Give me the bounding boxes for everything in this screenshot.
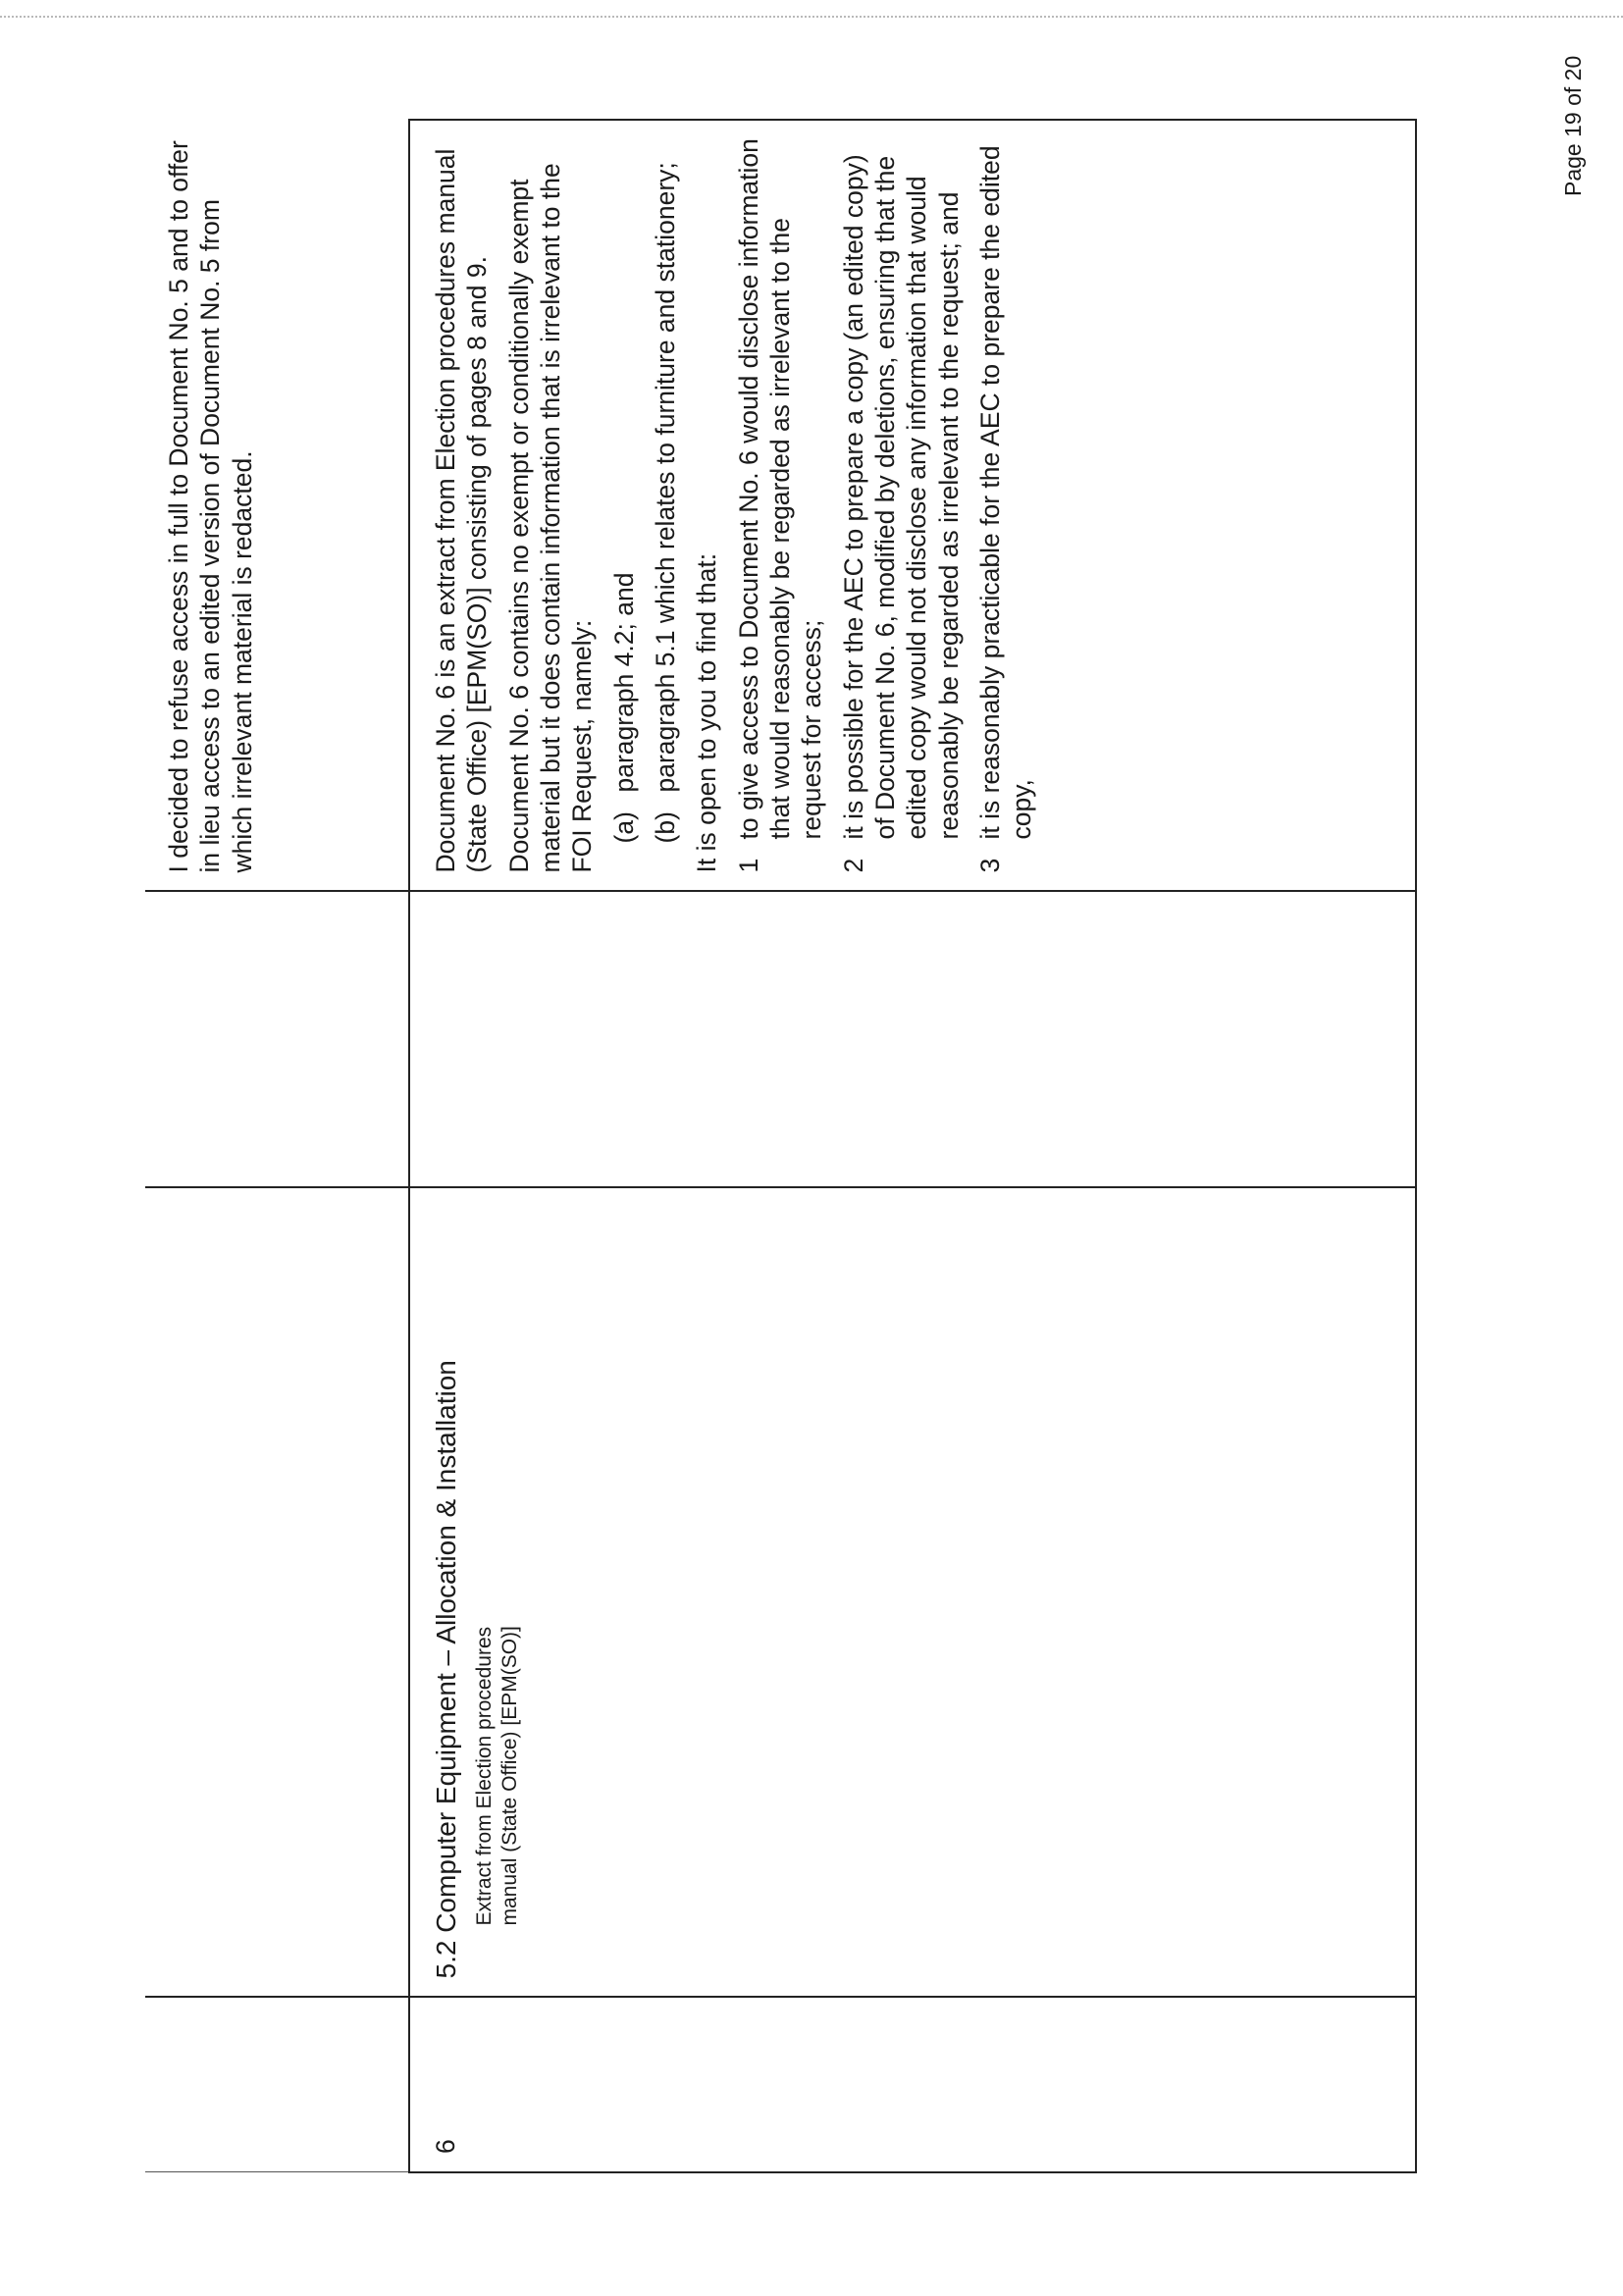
numbered-item-text: it is possible for the AEC to prepare a copy (an edited copy) of Document No. 6, modified by deletions, ensuring that the edited copy would not disclose any information that would reasonably be regarded as irrelevant to the request; and <box>838 154 964 840</box>
numbered-item-text: to give access to Document No. 6 would disclose information that would reasonably be regarded as irrelevant to the request for access; <box>733 138 827 840</box>
sub-item-text: paragraph 5.1 which relates to furniture and stationery; <box>650 162 680 793</box>
sub-item-text: paragraph 4.2; and <box>608 572 639 793</box>
reasons-paragraph-2: Document No. 6 contains no exempt or conditionally exempt material but it does contain information that is irrelevant to the FOI Request, namely: <box>503 163 598 873</box>
cell-exemption-continued <box>145 892 409 1188</box>
numbered-item-label: 3 <box>974 858 1005 873</box>
sub-item-label: (a) <box>608 811 639 844</box>
numbered-item-text: it is reasonably practicable for the AEC to prepare the edited copy, <box>974 145 1037 840</box>
cell-document-number <box>409 1998 1416 2173</box>
numbered-item-2 <box>838 137 965 873</box>
cell-reasons <box>409 121 1416 892</box>
cell-document-description <box>409 1188 1416 1998</box>
document-number: 6 <box>431 2139 460 2154</box>
sub-item-a <box>608 137 640 873</box>
sub-item-b <box>650 137 681 873</box>
table-row-continued <box>145 121 409 2173</box>
document-subtitle: Extract from Election procedures manual (State Office) [EPM(SO)] <box>473 1626 521 1926</box>
cell-number-continued <box>145 1998 409 2173</box>
sub-item-label: (b) <box>650 811 680 844</box>
cell-description-continued <box>145 1188 409 1998</box>
document-title: 5.2 Computer Equipment – Allocation & Installation <box>431 1360 461 1979</box>
numbered-item-1 <box>733 137 828 873</box>
reasons-paragraph-1: Document No. 6 is an extract from Election procedures manual (State Office) [EPM(SO)] consisting of pages 8 and 9. <box>431 148 493 873</box>
cell-decision-continued <box>145 121 409 892</box>
schedule-table <box>145 120 1417 2174</box>
numbered-item-label: 1 <box>733 858 763 873</box>
reasons-paragraph-3: It is open to you to find that: <box>692 552 722 873</box>
numbered-item-label: 2 <box>838 858 868 873</box>
cell-exemption <box>409 892 1416 1188</box>
table-row-6 <box>409 121 1416 2173</box>
numbered-item-3 <box>974 137 1038 873</box>
decision-text: I decided to refuse access in full to Document No. 5 and to offer in lieu access to an edited version of Document No. 5 from which irrelevant material is redacted. <box>164 140 257 873</box>
page-number-footer: Page 19 of 20 <box>1560 55 1586 196</box>
